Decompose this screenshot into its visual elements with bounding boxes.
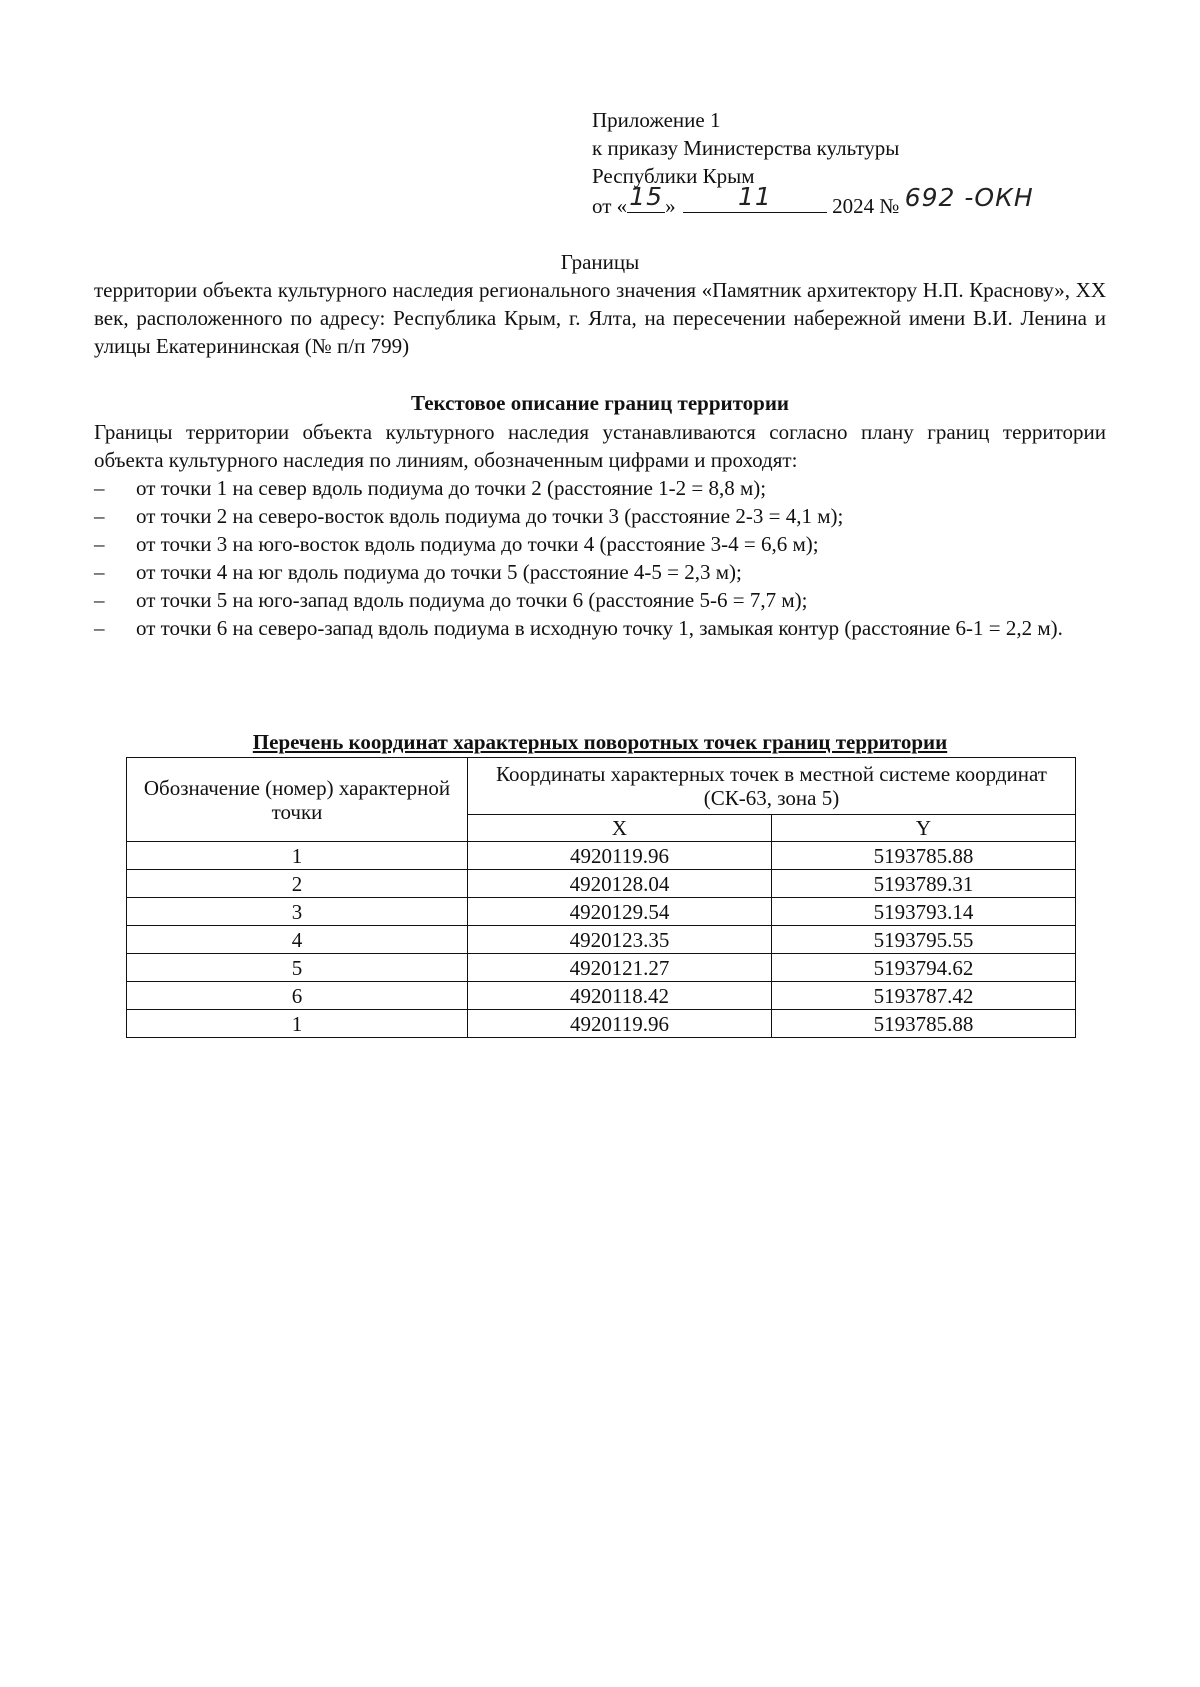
list-item-text: от точки 4 на юг вдоль подиума до точки 5 (расстояние 4-5 = 2,3 м); [136,560,742,584]
cell-x: 4920118.42 [468,982,772,1010]
handwritten-day: 15 [629,182,664,211]
year-number-label: 2024 № [832,194,900,218]
bullet-dash: – [94,504,105,528]
handwritten-month: 11 [738,182,772,211]
order-date-line [592,182,1112,218]
cell-point: 1 [127,842,468,870]
month-field [683,182,827,213]
date-close-quote: » [665,194,676,218]
date-prefix: от « [592,194,628,218]
list-item-text: от точки 3 на юго-восток вдоль подиума до точки 4 (расстояние 3-4 = 6,6 м); [136,532,819,556]
table-row [127,898,1076,926]
cell-point: 2 [127,870,468,898]
number-field [904,183,1034,213]
list-item-text: от точки 5 на юго-запад вдоль подиума до точки 6 (расстояние 5-6 = 7,7 м); [136,588,808,612]
appendix-header [592,106,1112,218]
cell-x: 4920123.35 [468,926,772,954]
cell-y: 5193789.31 [771,870,1075,898]
cell-y: 5193793.14 [771,898,1075,926]
bullet-dash: – [94,616,105,640]
cell-point: 1 [127,1010,468,1038]
handwritten-order-number: 692 -ОКН [904,183,1034,212]
list-item-text: от точки 6 на северо-запад вдоль подиума в исходную точку 1, замыкая контур (расстояние 6-1 = 2,2 м). [136,616,1063,640]
table-caption: Перечень координат характерных поворотных точек границ территории [252,730,948,754]
cell-x: 4920128.04 [468,870,772,898]
list-item [94,474,1106,502]
bullet-dash: – [94,588,105,612]
document-subtitle: территории объекта культурного наследия регионального значения «Памятник архитектору Н.П. Краснову», XX век, расположенного по адресу: Республика Крым, г. Ялта, на пересечении набережной имени В.И. Ленина и улицы Екатерининская (№ п/п 799) [94,278,1106,358]
list-item [94,614,1106,642]
table-row [127,1010,1076,1038]
table-row [127,954,1076,982]
section-heading: Текстовое описание границ территории [410,391,790,415]
boundary-list [94,474,1106,642]
bullet-dash: – [94,532,105,556]
cell-y: 5193795.55 [771,926,1075,954]
coordinates-table [126,757,1076,1038]
list-item [94,586,1106,614]
cell-y: 5193794.62 [771,954,1075,982]
cell-point: 6 [127,982,468,1010]
list-item [94,502,1106,530]
table-row [127,926,1076,954]
appendix-ministry-line: Республики Крым [592,164,755,188]
document-title: Границы [560,250,640,274]
list-item-text: от точки 2 на северо-восток вдоль подиума до точки 3 (расстояние 2-3 = 4,1 м); [136,504,844,528]
table-row [127,870,1076,898]
table-row [127,842,1076,870]
header-designation: Обозначение (номер) характерной точки [127,758,468,842]
cell-point: 5 [127,954,468,982]
cell-point: 3 [127,898,468,926]
day-field [627,182,665,213]
bullet-dash: – [94,560,105,584]
appendix-title: Приложение 1 [592,108,721,132]
header-coordinates: Координаты характерных точек в местной системе координат (СК-63, зона 5) [468,758,1076,815]
appendix-order-line: к приказу Министерства культуры [592,136,900,160]
header-y: Y [771,815,1075,842]
cell-x: 4920119.96 [468,842,772,870]
list-item [94,530,1106,558]
cell-point: 4 [127,926,468,954]
intro-paragraph: Границы территории объекта культурного наследия устанавливаются согласно плану границ территории объекта культурного наследия по линиям, обозначенным цифрами и проходят: [94,420,1106,472]
header-x: X [468,815,772,842]
table-row [127,982,1076,1010]
bullet-dash: – [94,476,105,500]
cell-y: 5193785.88 [771,842,1075,870]
cell-y: 5193787.42 [771,982,1075,1010]
list-item [94,558,1106,586]
cell-x: 4920129.54 [468,898,772,926]
cell-x: 4920121.27 [468,954,772,982]
cell-x: 4920119.96 [468,1010,772,1038]
list-item-text: от точки 1 на север вдоль подиума до точки 2 (расстояние 1-2 = 8,8 м); [136,476,767,500]
cell-y: 5193785.88 [771,1010,1075,1038]
